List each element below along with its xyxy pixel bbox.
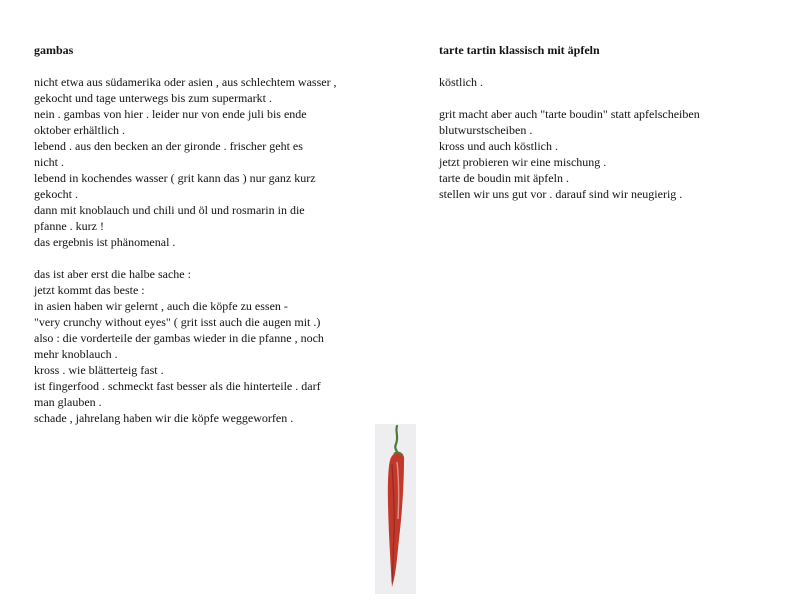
text-line: dann mit knoblauch und chili und öl und rosmarin in die bbox=[34, 203, 305, 217]
text-line: jetzt kommt das beste : bbox=[34, 283, 145, 297]
chili-pepper-illustration bbox=[375, 424, 416, 594]
text-line: das ergebnis ist phänomenal . bbox=[34, 235, 176, 249]
text-line: kross . wie blätterteig fast . bbox=[34, 363, 164, 377]
text-line: ist fingerfood . schmeckt fast besser als die hinterteile . darf bbox=[34, 379, 321, 393]
tarte-paragraph-2 bbox=[439, 106, 759, 202]
text-line: oktober erhältlich . bbox=[34, 123, 125, 137]
text-line: lebend in kochendes wasser ( grit kann das ) nur ganz kurz bbox=[34, 171, 316, 185]
text-line: schade , jahrelang haben wir die köpfe weggeworfen . bbox=[34, 411, 294, 425]
text-line: jetzt probieren wir eine mischung . bbox=[439, 155, 607, 169]
text-line: pfanne . kurz ! bbox=[34, 219, 104, 233]
text-line: gekocht und tage unterwegs bis zum supermarkt . bbox=[34, 91, 272, 105]
text-line: mehr knoblauch . bbox=[34, 347, 118, 361]
gambas-paragraph-1 bbox=[34, 74, 379, 250]
text-line: nein . gambas von hier . leider nur von ende juli bis ende bbox=[34, 107, 307, 121]
text-line: blutwurstscheiben . bbox=[439, 123, 533, 137]
gambas-paragraph-2 bbox=[34, 266, 379, 426]
text-line: grit macht aber auch "tarte boudin" statt apfelscheiben bbox=[439, 107, 700, 121]
tarte-title: tarte tartin klassisch mit äpfeln bbox=[439, 43, 600, 57]
text-line: also : die vorderteile der gambas wieder in die pfanne , noch bbox=[34, 331, 324, 345]
gambas-article bbox=[34, 42, 379, 426]
text-line: nicht etwa aus südamerika oder asien , aus schlechtem wasser , bbox=[34, 75, 337, 89]
text-line: lebend . aus den becken an der gironde . frischer geht es bbox=[34, 139, 303, 153]
text-line: "very crunchy without eyes" ( grit isst auch die augen mit .) bbox=[34, 315, 321, 329]
text-line: nicht . bbox=[34, 155, 64, 169]
text-line: in asien haben wir gelernt , auch die köpfe zu essen - bbox=[34, 299, 288, 313]
text-line: köstlich . bbox=[439, 75, 483, 89]
text-line: stellen wir uns gut vor . darauf sind wir neugierig . bbox=[439, 187, 683, 201]
gambas-title: gambas bbox=[34, 43, 74, 57]
text-line: das ist aber erst die halbe sache : bbox=[34, 267, 191, 281]
tarte-paragraph-1 bbox=[439, 74, 759, 90]
text-line: tarte de boudin mit äpfeln . bbox=[439, 171, 569, 185]
text-line: man glauben . bbox=[34, 395, 102, 409]
chili-pepper-icon bbox=[375, 424, 416, 594]
text-line: gekocht . bbox=[34, 187, 78, 201]
tarte-article bbox=[439, 42, 759, 202]
text-line: kross und auch köstlich . bbox=[439, 139, 558, 153]
